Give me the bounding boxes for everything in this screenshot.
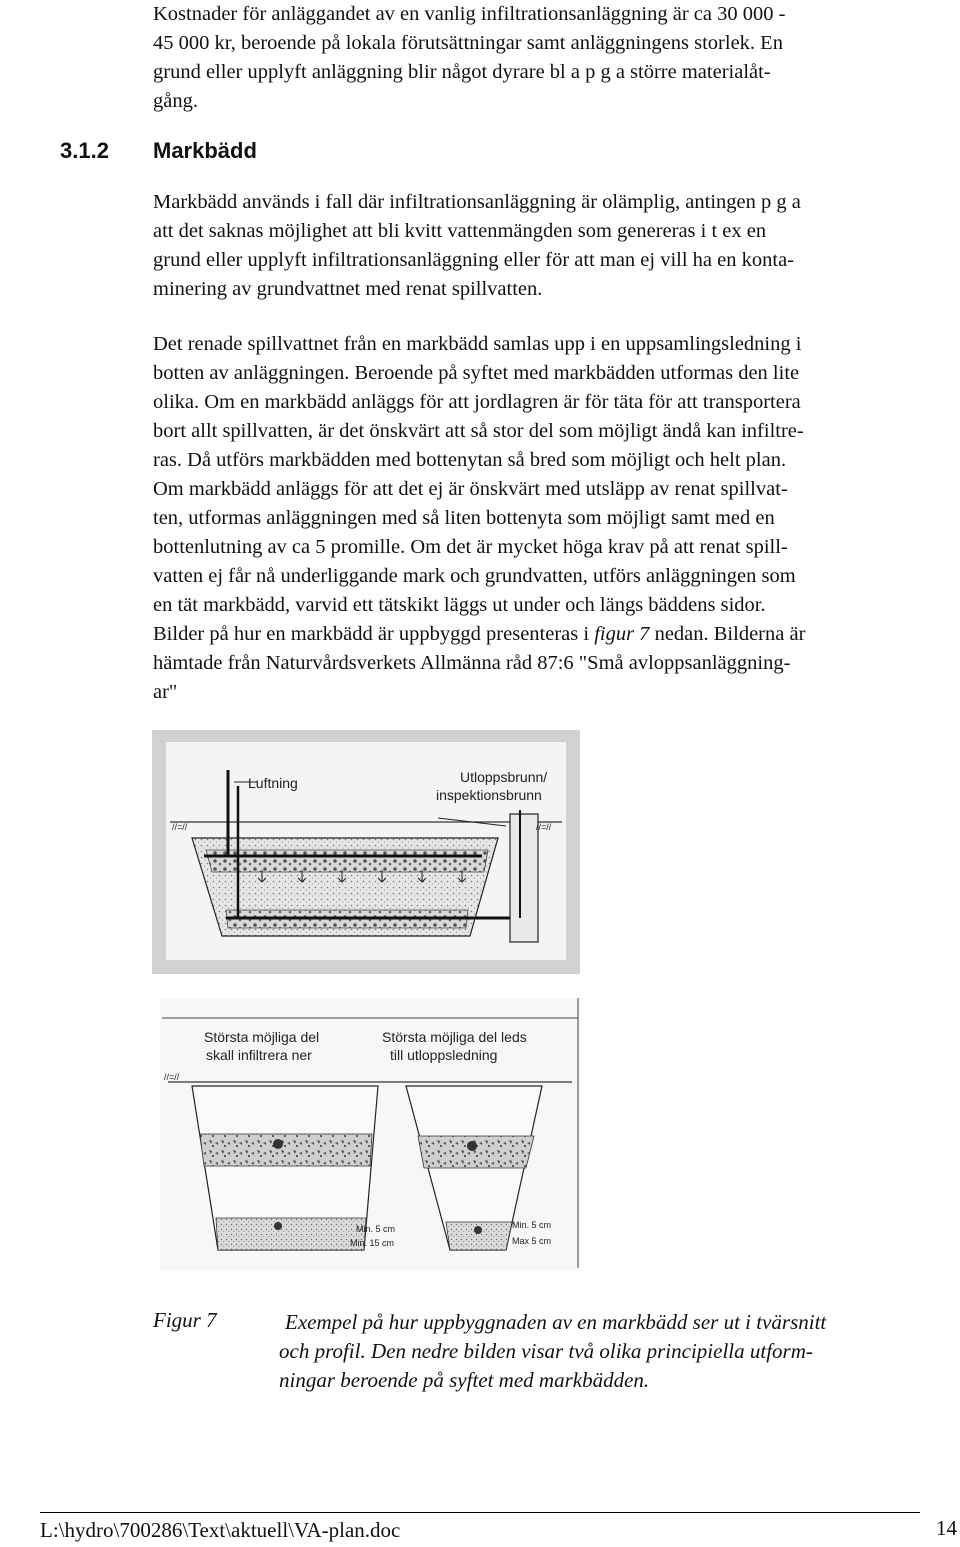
paragraph-line: minering av grundvattnet med renat spillvatten. <box>153 278 543 300</box>
figure-profiles <box>160 998 580 1270</box>
paragraph-line <box>153 620 958 649</box>
section-number: 3.1.2 <box>60 138 109 163</box>
paragraph-line: grund eller upplyft infiltrationsanläggning eller för att man ej vill ha en konta- <box>153 249 795 271</box>
caption-line: ningar beroende på syftet med markbädden. <box>279 1368 650 1392</box>
ground-mark: //=// <box>164 1072 180 1082</box>
paragraph-line: botten av anläggningen. Beroende på syftet med markbädden utformas den lite <box>153 362 800 384</box>
paragraph-line: Markbädd används i fall där infiltrationsanläggning är olämplig, antingen p g a <box>153 191 801 213</box>
caption-label: Figur 7 <box>153 1308 217 1332</box>
footer-file-path: L:\hydro\700286\Text\aktuell\VA-plan.doc <box>40 1518 401 1542</box>
ground-mark-left: //=// <box>172 822 188 832</box>
label-luftning: Luftning <box>248 775 298 791</box>
paragraph-line: olika. Om en markbädd anläggs för att jordlagren är för täta för att transportera <box>153 391 801 413</box>
paragraph-line: vatten ej får nå underliggande mark och grundvatten, utförs anläggningen som <box>153 565 796 587</box>
paragraph-line: ar" <box>153 681 178 703</box>
caption-line: Exempel på hur uppbyggnaden av en markbädd ser ut i tvärsnitt <box>285 1310 827 1334</box>
ground-mark-right: //=// <box>536 822 552 832</box>
intro-line: grund eller upplyft anläggning blir något dyrare bl a p g a större materialåt- <box>153 61 771 83</box>
left-min-label: Min. 15 cm <box>350 1238 395 1248</box>
left-collection-pipe <box>274 1222 282 1230</box>
paragraph-line: bottenlutning av ca 5 promille. Om det är mycket höga krav på att renat spill- <box>153 536 788 558</box>
left-distribution-pipe <box>273 1139 283 1149</box>
right-label-line1: Största möjliga del leds <box>382 1029 527 1045</box>
distribution-gravel-layer <box>206 850 488 872</box>
right-distribution-pipe <box>467 1141 477 1151</box>
caption-line: och profil. Den nedre bilden visar två olika principiella utform- <box>279 1339 813 1363</box>
left-min-label: Min. 5 cm <box>356 1224 396 1234</box>
figure-reference: figur 7 <box>594 623 650 645</box>
label-inspektionsbrunn: inspektionsbrunn <box>436 787 542 803</box>
paragraph-line: hämtade från Naturvårdsverkets Allmänna råd 87:6 "Små avloppsanläggning- <box>153 652 791 674</box>
right-max-label: Max 5 cm <box>512 1236 552 1246</box>
outlet-well <box>510 814 538 942</box>
profiles-drawing <box>160 998 580 1270</box>
section-title: Markbädd <box>153 138 257 163</box>
paragraph-line: Det renade spillvattnet från en markbädd samlas upp i en uppsamlingsledning i <box>153 333 802 355</box>
line-text: nedan. Bilderna är <box>649 623 806 645</box>
footer-divider <box>40 1512 920 1513</box>
label-utloppsbrunn: Utloppsbrunn/ <box>460 769 548 785</box>
left-distribution-layer <box>200 1134 372 1166</box>
intro-line: Kostnader för anläggandet av en vanlig infiltrationsanläggning är ca 30 000 - <box>153 3 786 25</box>
paragraph-line: ten, utformas anläggningen med så liten bottenyta som möjligt samt med en <box>153 507 775 529</box>
paragraph-2 <box>153 330 958 707</box>
left-bottom-layer <box>216 1218 366 1250</box>
intro-line: gång. <box>153 90 198 112</box>
page-number: 14 <box>936 1516 957 1540</box>
paragraph-line: Om markbädd anläggs för att det ej är önskvärt med utsläpp av renat spillvat- <box>153 478 788 500</box>
intro-line: 45 000 kr, beroende på lokala förutsättningar samt anläggningens storlek. En <box>153 32 783 54</box>
paragraph-1 <box>153 188 958 304</box>
left-label-line2: skall infiltrera ner <box>206 1047 312 1063</box>
paragraph-line: en tät markbädd, varvid ett tätskikt läggs ut under och längs bäddens sidor. <box>153 594 766 616</box>
right-label-line2: till utloppsledning <box>390 1047 498 1063</box>
left-label-line1: Största möjliga del <box>204 1029 320 1045</box>
right-distribution-layer <box>418 1136 534 1168</box>
figure-cross-section <box>152 730 580 974</box>
paragraph-line: att det saknas möjlighet att bli kvitt vattenmängden som genereras i t ex en <box>153 220 767 242</box>
line-text: Bilder på hur en markbädd är uppbyggd presenteras i <box>153 623 595 645</box>
cross-section-drawing <box>152 730 580 974</box>
right-min-label: Min. 5 cm <box>512 1220 552 1230</box>
intro-paragraph <box>153 0 958 116</box>
paragraph-line: bort allt spillvatten, är det önskvärt att så stor del som möjligt ändå kan infiltre- <box>153 420 804 442</box>
right-collection-pipe <box>474 1226 482 1234</box>
paragraph-line: ras. Då utförs markbädden med bottenytan så bred som möjligt och helt plan. <box>153 449 787 471</box>
caption-text <box>279 1308 949 1395</box>
